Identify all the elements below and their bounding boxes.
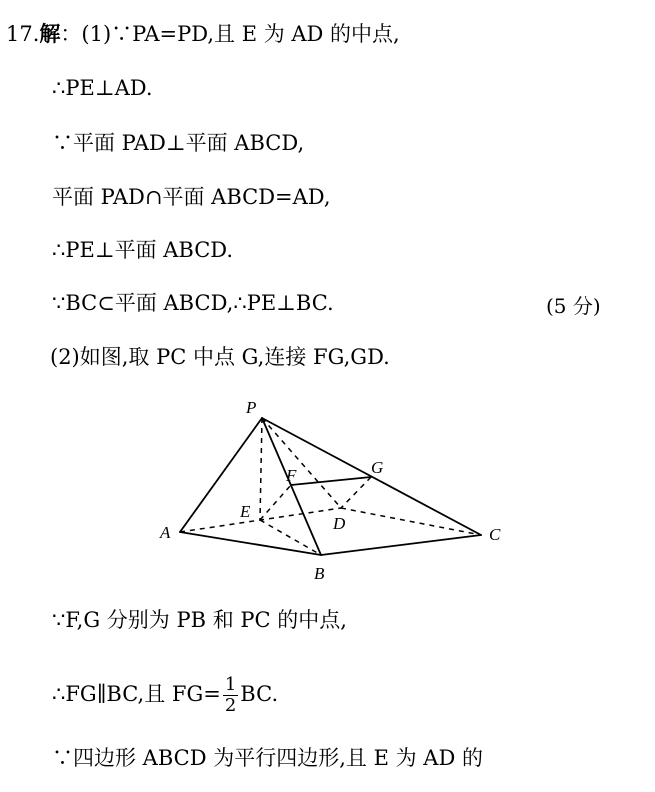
line-10: ∵四边形 ABCD 为平行四边形,且 E 为 AD 的 <box>52 746 483 770</box>
line-6: ∵BC⊂平面 ABCD,∴PE⊥BC. <box>52 291 334 315</box>
edge-PD <box>262 418 341 508</box>
label-C: C <box>489 525 501 544</box>
label-A: A <box>160 523 171 542</box>
pyramid-figure <box>0 395 655 595</box>
edge-AB <box>180 532 321 555</box>
segment-FG <box>291 477 371 485</box>
label-P: P <box>246 398 257 417</box>
line-2: ∴PE⊥AD. <box>52 76 153 100</box>
fraction-denominator: 2 <box>224 695 237 716</box>
line-1-text: ∵PA=PD,且 E 为 AD 的中点, <box>111 22 400 46</box>
segment-EF <box>260 485 291 520</box>
label-E: E <box>240 502 251 521</box>
edge-BC <box>321 535 481 555</box>
segment-GD <box>341 477 371 508</box>
label-F: F <box>286 466 297 485</box>
line-5: ∴PE⊥平面 ABCD. <box>52 238 234 262</box>
edge-PB <box>262 418 321 555</box>
line-9 <box>52 675 278 716</box>
line-8: ∵F,G 分别为 PB 和 PC 的中点, <box>52 608 347 632</box>
score-label: (5 分) <box>546 294 601 318</box>
label-G: G <box>371 458 384 477</box>
line-1 <box>6 20 400 48</box>
line-9-prefix: ∴FG∥BC,且 FG= <box>52 682 221 706</box>
fraction-one-half <box>223 675 238 716</box>
fraction-numerator: 1 <box>224 674 237 695</box>
solve-label: 解 <box>39 21 61 46</box>
label-B: B <box>314 564 325 583</box>
problem-number: 17. <box>6 22 40 46</box>
segment-PE <box>260 418 262 520</box>
line-7: (2)如图,取 PC 中点 G,连接 FG,GD. <box>50 345 390 369</box>
edge-DC <box>341 508 481 535</box>
line-3: ∵平面 PAD⊥平面 ABCD, <box>52 131 305 155</box>
label-D: D <box>333 514 346 533</box>
line-9-suffix: BC. <box>240 682 279 706</box>
line-4: 平面 PAD∩平面 ABCD=AD, <box>52 185 331 209</box>
part1-label: (1) <box>81 22 112 46</box>
solve-colon: ： <box>60 22 82 46</box>
